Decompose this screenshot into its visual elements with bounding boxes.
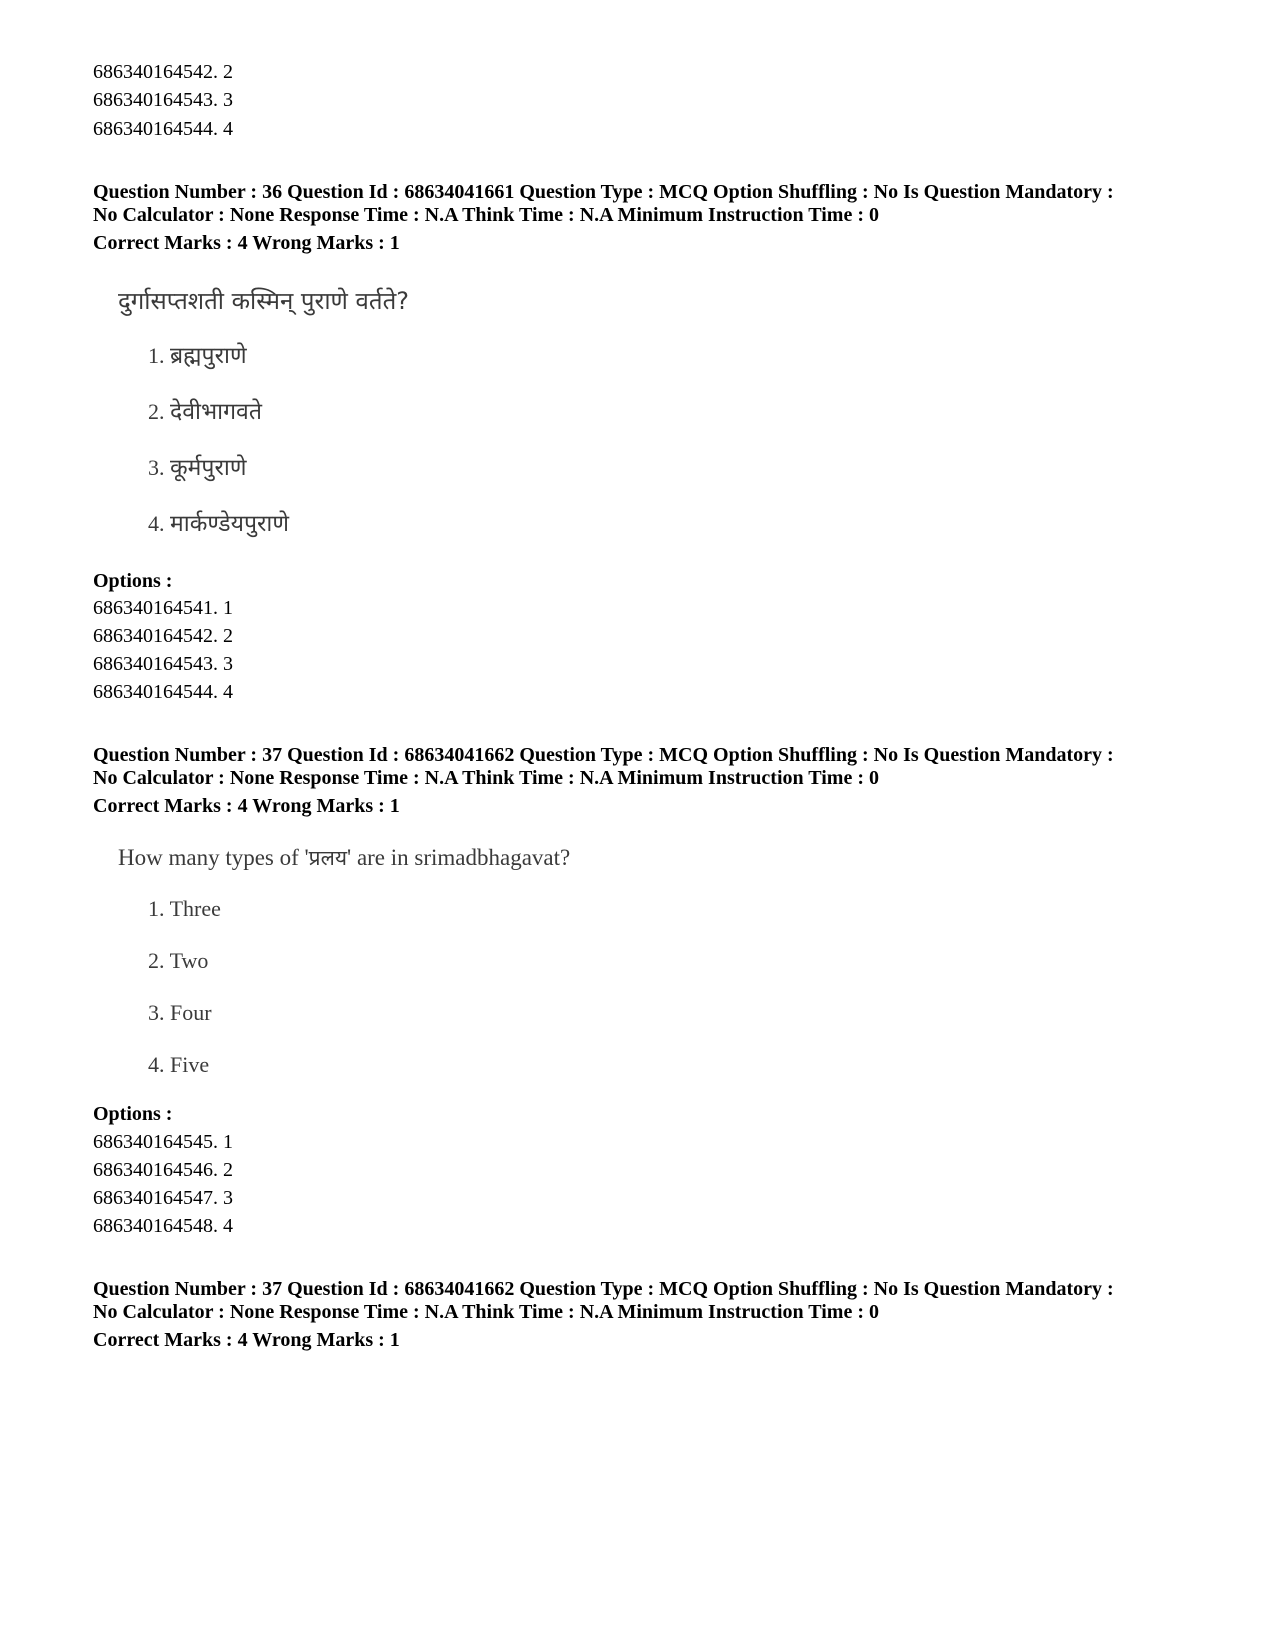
choice-number: 2.: [148, 399, 165, 424]
choice-text: Two: [169, 948, 209, 973]
question-header: Question Number : 36 Question Id : 68634041661 Question Type : MCQ Option Shuffling : No Is Question Mandatory :: [93, 181, 1114, 203]
question-header: No Calculator : None Response Time : N.A Think Time : N.A Minimum Instruction Time : 0: [93, 1301, 879, 1323]
question-term: प्रलय: [308, 846, 348, 870]
options-label: Options :: [93, 1103, 173, 1125]
choice-number: 2.: [148, 948, 165, 973]
choice-text: मार्कण्डेयपुराणे: [170, 511, 290, 537]
question-choice: [148, 509, 289, 539]
question-marks: Correct Marks : 4 Wrong Marks : 1: [93, 1329, 400, 1351]
question-choice: [148, 998, 212, 1028]
choice-text: देवीभागवते: [170, 399, 262, 425]
choice-number: 1.: [148, 343, 165, 368]
question-choice: [148, 453, 246, 483]
option-line: 686340164544. 4: [93, 681, 233, 703]
choice-text: Five: [170, 1052, 210, 1077]
choice-text: कूर्मपुराणे: [170, 455, 247, 481]
question-choice: [148, 1050, 209, 1080]
choice-number: 1.: [148, 896, 165, 921]
option-line: 686340164547. 3: [93, 1187, 233, 1209]
option-line: 686340164546. 2: [93, 1159, 233, 1181]
choice-text: Three: [169, 896, 221, 921]
option-line: 686340164542. 2: [93, 625, 233, 647]
option-line: 686340164544. 4: [93, 118, 233, 140]
question-header: No Calculator : None Response Time : N.A Think Time : N.A Minimum Instruction Time : 0: [93, 204, 879, 226]
question-text: दुर्गासप्तशती कस्मिन् पुराणे वर्तते?: [118, 287, 409, 315]
option-line: 686340164543. 3: [93, 653, 233, 675]
option-line: 686340164542. 2: [93, 61, 233, 83]
question-choice: [148, 397, 262, 427]
option-line: 686340164541. 1: [93, 597, 233, 619]
question-choice: [148, 946, 208, 976]
question-choice: [148, 894, 221, 924]
choice-number: 4.: [148, 1052, 165, 1077]
option-line: 686340164548. 4: [93, 1215, 233, 1237]
question-choice: [148, 341, 247, 371]
option-line: 686340164543. 3: [93, 89, 233, 111]
question-marks: Correct Marks : 4 Wrong Marks : 1: [93, 795, 400, 817]
choice-text: Four: [170, 1000, 212, 1025]
choice-text: ब्रह्मपुराणे: [170, 343, 247, 369]
question-marks: Correct Marks : 4 Wrong Marks : 1: [93, 232, 400, 254]
question-header: No Calculator : None Response Time : N.A Think Time : N.A Minimum Instruction Time : 0: [93, 767, 879, 789]
options-label: Options :: [93, 570, 173, 592]
question-text-pre: How many types of ': [118, 845, 309, 870]
question-text-post: ' are in srimadbhagavat?: [347, 845, 571, 870]
question-header: Question Number : 37 Question Id : 68634041662 Question Type : MCQ Option Shuffling : No Is Question Mandatory :: [93, 744, 1114, 766]
question-header: Question Number : 37 Question Id : 68634041662 Question Type : MCQ Option Shuffling : No Is Question Mandatory :: [93, 1278, 1114, 1300]
question-text: [118, 843, 570, 873]
choice-number: 3.: [148, 1000, 165, 1025]
choice-number: 4.: [148, 511, 165, 536]
choice-number: 3.: [148, 455, 165, 480]
option-line: 686340164545. 1: [93, 1131, 233, 1153]
